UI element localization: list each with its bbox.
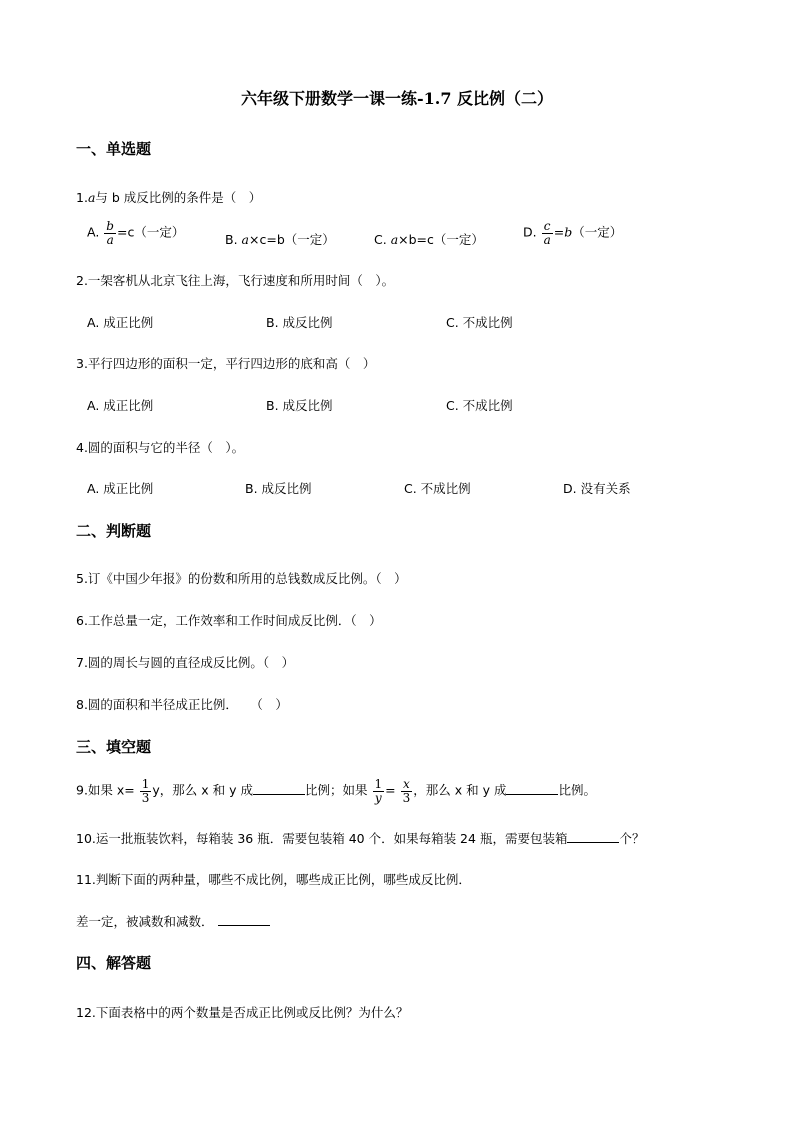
q4-option-b[interactable]: B. 成反比例	[245, 481, 312, 496]
q11-blank[interactable]	[218, 913, 270, 926]
question-9	[76, 778, 596, 804]
q3-option-c[interactable]: C. 不成比例	[446, 398, 513, 413]
section-heading-solve: 四、解答题	[76, 954, 152, 972]
question-5: 5.订《中国少年报》的份数和所用的总钱数成反比例。（ ）	[76, 571, 407, 586]
q1-option-c-tail: ×b=c（一定）	[398, 232, 484, 247]
q9-f2-numerator: 1	[374, 777, 383, 791]
q1-option-d-tail: （一定）	[572, 224, 623, 240]
question-2: 2.一架客机从北京飞往上海，飞行速度和所用时间（ ）。	[76, 273, 395, 288]
q1-option-b-variable: a	[241, 232, 249, 247]
q1-option-c-label: C.	[374, 232, 387, 247]
q9-fraction-one-third	[140, 778, 152, 804]
question-11: 11.判断下面的两种量，哪些不成比例，哪些成正比例，哪些成反比例．	[76, 872, 471, 887]
q9-blank-1[interactable]	[253, 782, 305, 795]
question-7: 7.圆的周长与圆的直径成反比例。（ ）	[76, 655, 295, 670]
question-3: 3.平行四边形的面积一定，平行四边形的底和高（ ）	[76, 356, 376, 371]
q4-option-d[interactable]: D. 没有关系	[563, 481, 631, 496]
q1-option-d[interactable]	[523, 220, 622, 246]
q3-option-a[interactable]: A. 成正比例	[87, 398, 154, 413]
q9-f2-denominator: y	[373, 791, 385, 805]
q9-f1-denominator: 3	[141, 790, 150, 805]
q9-part-1: 9.如果 x=	[76, 782, 135, 798]
q1-option-d-fraction	[542, 220, 553, 246]
q4-option-a[interactable]: A. 成正比例	[87, 481, 154, 496]
q1-variable-a: a	[87, 190, 96, 205]
q9-part-3: 比例；如果	[305, 782, 368, 798]
q1-option-a[interactable]	[87, 220, 184, 246]
q9-f3-denominator: 3	[402, 790, 411, 805]
question-11-sub	[76, 912, 270, 930]
q1-option-a-label: A.	[87, 224, 100, 240]
section-heading-true-false: 二、判断题	[76, 522, 152, 540]
section-heading-single-choice: 一、单选题	[76, 140, 152, 158]
q10-text: 10.运一批瓶装饮料，每箱装 36 瓶．需要包装箱 40 个．如果每箱装 24 瓶，需要包装箱	[76, 831, 568, 846]
q1-number: 1.	[76, 190, 88, 205]
q1-text: 与 b 成反比例的条件是（ ）	[95, 190, 262, 205]
q9-fraction-one-over-y	[373, 778, 385, 804]
question-6: 6.工作总量一定，工作效率和工作时间成反比例．（ ）	[76, 613, 382, 628]
q1-option-b[interactable]	[225, 230, 335, 248]
q10-blank[interactable]	[567, 830, 619, 843]
q2-option-c[interactable]: C. 不成比例	[446, 315, 513, 330]
q1-d-numerator: c	[543, 219, 551, 233]
q1-d-variable: b	[564, 224, 573, 240]
q1-option-b-label: B.	[225, 232, 238, 247]
page-title: 六年级下册数学一课一练-1.7 反比例（二）	[240, 89, 554, 108]
q9-fraction-x-over-3	[401, 778, 413, 804]
q1-option-d-label: D.	[523, 224, 537, 240]
q2-option-b[interactable]: B. 成反比例	[266, 315, 333, 330]
section-heading-fill-blank: 三、填空题	[76, 738, 152, 756]
q9-blank-2[interactable]	[506, 782, 558, 795]
question-12: 12.下面表格中的两个数量是否成正比例或反比例？为什么？	[76, 1005, 409, 1020]
q1-d-denominator: a	[543, 232, 551, 247]
q2-option-a[interactable]: A. 成正比例	[87, 315, 154, 330]
q4-option-c[interactable]: C. 不成比例	[404, 481, 471, 496]
q1-option-b-tail: ×c=b（一定）	[249, 232, 335, 247]
q1-option-a-fraction	[104, 220, 116, 246]
q9-part-4: =	[385, 782, 396, 798]
q9-part-6: 比例。	[558, 782, 596, 798]
q1-a-numerator: b	[106, 219, 114, 233]
q9-f1-numerator: 1	[141, 777, 150, 791]
q1-d-equals: =	[553, 224, 565, 240]
q9-f3-numerator: x	[403, 777, 410, 791]
q10-tail: 个？	[619, 831, 645, 846]
q1-option-c[interactable]	[374, 230, 484, 248]
q1-a-denominator: a	[104, 233, 116, 247]
q11-sub-text: 差一定，被减数和减数．	[76, 914, 214, 929]
question-8: 8.圆的面积和半径成正比例． （ ）	[76, 697, 288, 712]
q1-option-c-variable: a	[390, 232, 399, 247]
q1-option-a-tail: =c（一定）	[116, 224, 185, 240]
question-10	[76, 829, 644, 847]
question-4: 4.圆的面积与它的半径（ ）。	[76, 440, 245, 455]
q9-part-5: ，那么 x 和 y 成	[413, 782, 507, 798]
q3-option-b[interactable]: B. 成反比例	[266, 398, 333, 413]
q9-part-2: y，那么 x 和 y 成	[152, 782, 253, 798]
question-1	[76, 188, 261, 206]
